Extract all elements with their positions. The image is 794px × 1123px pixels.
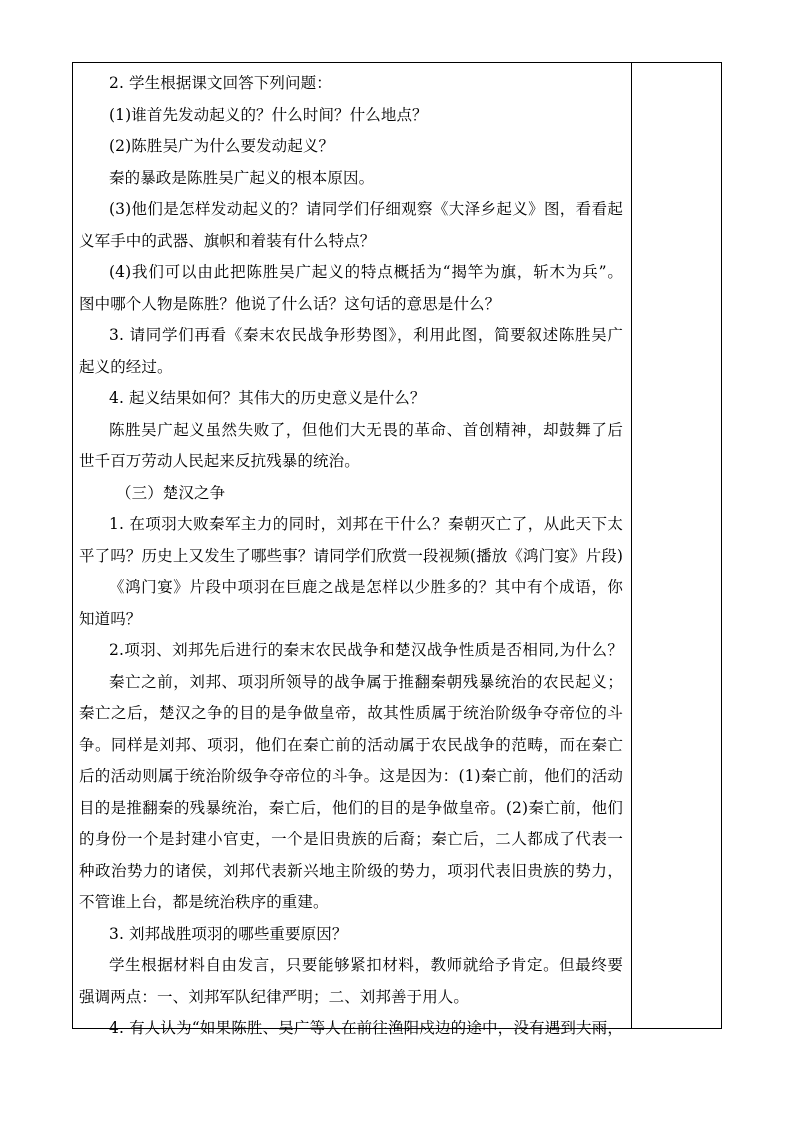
notes-cell — [633, 63, 721, 1028]
text-line: （三）楚汉之争 — [116, 483, 226, 502]
text-line: 1. 在项羽大败秦军主力的同时，刘邦在干什么？秦朝灭亡了，从此天下太 — [109, 515, 623, 533]
text-line: 不管谁上台，都是统治秩序的重建。 — [79, 893, 329, 911]
text-line: 2. 学生根据课文回答下列问题： — [109, 74, 332, 92]
text-line: 陈胜吴广起义虽然失败了，但他们大无畏的革命、首创精神，却鼓舞了后 — [109, 420, 623, 439]
text-line: 秦亡之后，楚汉之争的目的是争做皇帝，故其性质属于统治阶级争夺帝位的斗 — [79, 704, 623, 722]
text-line: 目的是推翻秦的残暴统治，秦亡后，他们的目的是争做皇帝。(2)秦亡前，他们 — [79, 798, 623, 817]
text-line: (4)我们可以由此把陈胜吴广起义的特点概括为“揭竿为旗，斩木为兵”。 — [109, 263, 623, 281]
text-line: (1)谁首先发动起义的？什么时间？什么地点？ — [109, 105, 428, 124]
text-line: 起义的经过。 — [79, 357, 173, 376]
text-line: 世千百万劳动人民起来反抗残暴的统治。 — [79, 452, 360, 470]
text-line: (2)陈胜吴广为什么要发动起义？ — [109, 137, 335, 155]
text-line: 《鸿门宴》片段中项羽在巨鹿之战是怎样以少胜多的？其中有个成语，你 — [109, 578, 623, 596]
text-line: 的身份一个是封建小官吏，一个是旧贵族的后裔；秦亡后，二人都成了代表一 — [79, 830, 623, 848]
text-line: 3. 刘邦战胜项羽的哪些重要原因？ — [109, 924, 348, 943]
text-line: 知道吗？ — [79, 609, 142, 628]
text-line: 2.项羽、刘邦先后进行的秦末农民战争和楚汉战争性质是否相同,为什么？ — [109, 641, 623, 659]
text-line: 学生根据材料自由发言，只要能够紧扣材料，教师就给予肯定。但最终要 — [109, 956, 623, 974]
text-line: 图中哪个人物是陈胜？他说了什么话？这句话的意思是什么？ — [79, 294, 501, 313]
text-line: 强调两点：一、刘邦军队纪律严明；二、刘邦善于用人。 — [79, 987, 470, 1006]
text-line: 4. 有人认为“如果陈胜、吴广等人在前往渔阳戍边的途中，没有遇到大雨， — [109, 1019, 623, 1037]
text-line: 义军手中的武器、旗帜和着装有什么特点？ — [79, 231, 376, 250]
text-line: (3)他们是怎样发动起义的？请同学们仔细观察《大泽乡起义》图，看看起 — [109, 200, 623, 218]
column-divider — [631, 63, 632, 1028]
text-line: 秦亡之前，刘邦、项羽所领导的战争属于推翻秦朝残暴统治的农民起义； — [109, 672, 623, 691]
text-line: 秦的暴政是陈胜吴广起义的根本原因。 — [109, 168, 375, 187]
text-line: 平了吗？历史上又发生了哪些事？请同学们欣赏一段视频(播放《鸿门宴》片段) — [79, 546, 623, 565]
text-line: 争。同样是刘邦、项羽，他们在秦亡前的活动属于农民战争的范畴，而在秦亡 — [79, 735, 623, 754]
text-line: 种政治势力的诸侯，刘邦代表新兴地主阶级的势力，项羽代表旧贵族的势力， — [79, 861, 623, 880]
text-line: 4. 起义结果如何？其伟大的历史意义是什么？ — [109, 389, 426, 407]
text-line: 后的活动则属于统治阶级争夺帝位的斗争。这是因为：(1)秦亡前，他们的活动 — [79, 767, 623, 785]
lesson-content-cell — [79, 68, 623, 1045]
text-line: 3. 请同学们再看《秦末农民战争形势图》，利用此图，简要叙述陈胜吴广 — [109, 326, 623, 344]
lesson-table — [72, 62, 722, 1037]
